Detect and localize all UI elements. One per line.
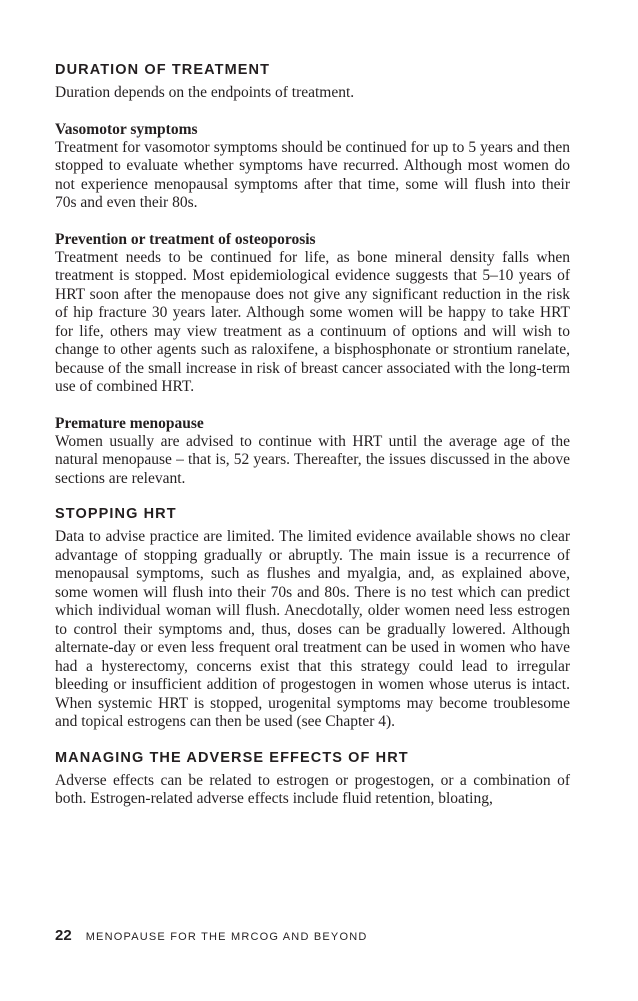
- duration-intro-paragraph: Duration depends on the endpoints of treatment.: [55, 84, 355, 101]
- page-number: 22: [55, 927, 72, 944]
- adverse-effects-paragraph: Adverse effects can be related to estrogen or progestogen, or a combination of both. Estrogen-related adverse effects include fluid retention, bloating,: [55, 771, 570, 807]
- vasomotor-symptoms-paragraph: Treatment for vasomotor symptoms should be continued for up to 5 years and then stopped to evaluate whether symptoms have recurred. Although most women do not experience menopausal symptoms after that time, some will flush into their 70s and even their 80s.: [55, 138, 570, 211]
- stopping-hrt-paragraph: Data to advise practice are limited. The limited evidence available shows no clear advantage of stopping gradually or abruptly. The main issue is a recurrence of menopausal symptoms, such as flushes and myalgia, and, as explained above, some women will flush into their 70s and 80s. There is no test which can predict which individual woman will flush. Anecdotally, older women need less estrogen to control their symptoms and, thus, doses can be gradually lowered. Although alternate-day or even less frequent oral treatment can be used in women who have had a hysterectomy, concerns exist that this strategy could lead to irregular bleeding or insufficient addition of progestogen in women whose uterus is intact. When systemic HRT is stopped, urogenital symptoms may become troublesome and topical estrogens can then be used (see Chapter 4).: [55, 528, 570, 730]
- duration-of-treatment-heading: DURATION OF TREATMENT: [55, 62, 271, 78]
- stopping-hrt-heading: STOPPING HRT: [55, 506, 177, 522]
- page-footer: [55, 927, 368, 944]
- running-head: MENOPAUSE FOR THE MRCOG AND BEYOND: [85, 931, 368, 943]
- osteoporosis-subheading: Prevention or treatment of osteoporosis: [55, 230, 316, 248]
- osteoporosis-paragraph: Treatment needs to be continued for life, as bone mineral density falls when treatment is stopped. Most epidemiological evidence suggests that 5–10 years of HRT soon after the menopause does not give any significant reduction in the risk of hip fracture 30 years later. Although some women will be happy to take HRT for life, others may view treatment as a continuum of options and will wish to change to other agents such as raloxifene, a bisphosphonate or strontium ranelate, because of the small increase in risk of breast cancer associated with the long-term use of combined HRT.: [55, 248, 570, 395]
- managing-adverse-effects-heading: MANAGING THE ADVERSE EFFECTS OF HRT: [55, 749, 409, 766]
- premature-menopause-subheading: Premature menopause: [55, 414, 204, 432]
- page-content: [55, 60, 570, 809]
- vasomotor-symptoms-subheading: Vasomotor symptoms: [55, 120, 198, 138]
- premature-menopause-paragraph: Women usually are advised to continue with HRT until the average age of the natural menopause – that is, 52 years. Thereafter, the issues discussed in the above sections are relevant.: [55, 432, 570, 487]
